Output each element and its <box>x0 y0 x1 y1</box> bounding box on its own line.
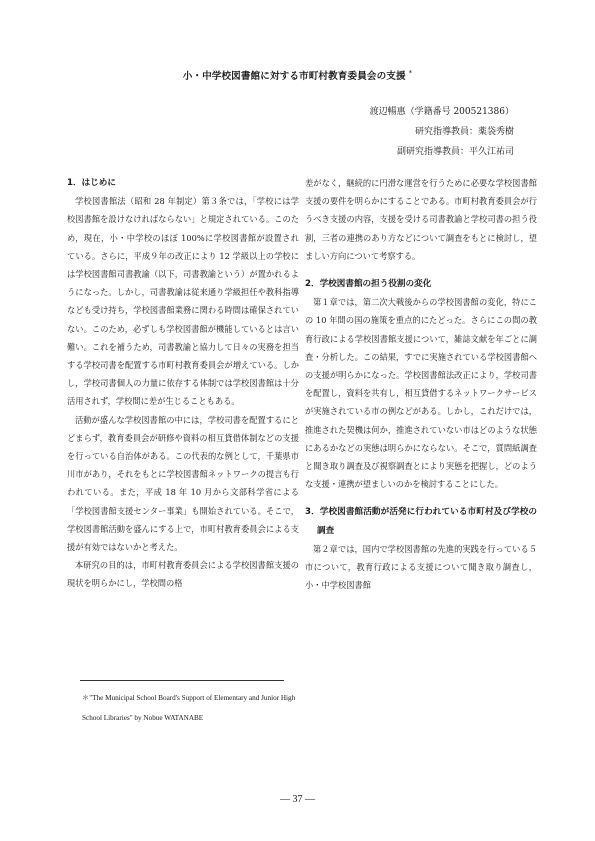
section-2-heading: 2．学校図書館の担う役割の変化 <box>305 279 432 290</box>
sub-advisor: 副研究指導教員：平久江祐司 <box>396 147 514 157</box>
section-1-paragraph-2: 活動が盛んな学校図書館の中には，学校司書を配置するにとどまらず，教育委員会が研修や資料の相互貸借体制などの支援を行っている自治体がある。この代表的な例として，千葉県市川市があり，それをもとに学校図書館ネットワークの提言も行われている。また，平成 18 年 10 月から文部科学省による「学校図書館支援センター事業」も開始されている。そこで，学校図書館活動を盛んにする上で，市町村教育委員会による支援が有効ではないかと考えた。 <box>67 414 299 553</box>
footnote: ＊"The Municipal School Board's Support of Elementary and Junior High School Libraries" by Nobue WATANABE <box>82 694 296 722</box>
advisor: 研究指導教員：薬袋秀樹 <box>414 127 514 137</box>
right-column <box>305 174 537 594</box>
page-number: — 37 — <box>280 794 315 805</box>
section-1-heading: 1．はじめに <box>67 178 116 188</box>
left-column <box>67 174 299 593</box>
author-name: 渡辺暢惠（学籍番号 200521386） <box>369 107 514 117</box>
section-1-paragraph-3: 本研究の目的は，市町村教育委員会による学校図書館支援の現状を明らかにし，学校間の格 <box>67 560 299 589</box>
section-3-heading: 3．学校図書館活動が活発に行われている市町村及び学校の調査 <box>305 507 537 536</box>
section-2-paragraph-1: 第１章では，第二次大戦後からの学校図書館の変化，特にこの 10 年間の国の施策を重点的にたどった。さらにこの間の教育行政による学校図書館支援について，雑誌文献を年ごとに調査・分析した。この結果，すでに実施されている学校図書館への支援が明らかになった。学校図書館法改正により，学校司書を配置し，資料を共有し，相互貸借するネットワークサービスが実施されている市の例などがある。しかし，これだけでは，推進された契機は何か，推進されていない市はどのような状態にあるかなどの実態は明らかにならない。そこで，質問紙調査と聞き取り調査及び視察調査とにより実態を把握し，どのような支援・連携が望ましいのかを検討することにした。 <box>305 297 537 490</box>
title-footnote-mark: * <box>408 68 413 77</box>
section-1-paragraph-1: 学校図書館法（昭和 28 年制定）第３条では，「学校には学校図書館を設けなければならない」と規定されている。このため，現在，小・中学校のほぼ 100%に学校図書館が設置されている。さらに，平成９年の改正により 12 学級以上の学校には学校図書館司書教諭（以下，司書教諭という）が置かれるようになった。しかし，司書教諭は従来通り学級担任や教科指導なども受け持ち，学校図書館業務に関わる時間は確保されていない。このため，必ずしも学校図書館が機能しているとは言い難い。これを補うため，司書教諭と協力して日々の実務を担当する学校司書を配置する市町村教育委員会が増えている。しかし，学校司書個人の力量に依存する体制では学校図書館は十分活用されず，学校間に差が生じることもある。 <box>67 196 299 407</box>
section-1-paragraph-3-continued: 差がなく，継続的に円滑な運営を行うために必要な学校図書館支援の要件を明らかにすることである。市町村教育委員会が行うべき支援の内容，支援を受ける司書教諭と学校司書の担う役割，三者の連携のあり方などについて調査をもとに検討し，望ましい方向について考察する。 <box>305 178 537 261</box>
footnote-rule <box>80 680 284 681</box>
paper-title <box>0 68 595 82</box>
title-text: 小・中学校図書館に対する市町村教育委員会の支援 <box>182 71 406 82</box>
section-3-paragraph-1: 第２章では，国内で学校図書館の先進的実践を行っている５市について，教育行政による支援について聞き取り調査し，小・中学校図書館 <box>305 543 537 591</box>
